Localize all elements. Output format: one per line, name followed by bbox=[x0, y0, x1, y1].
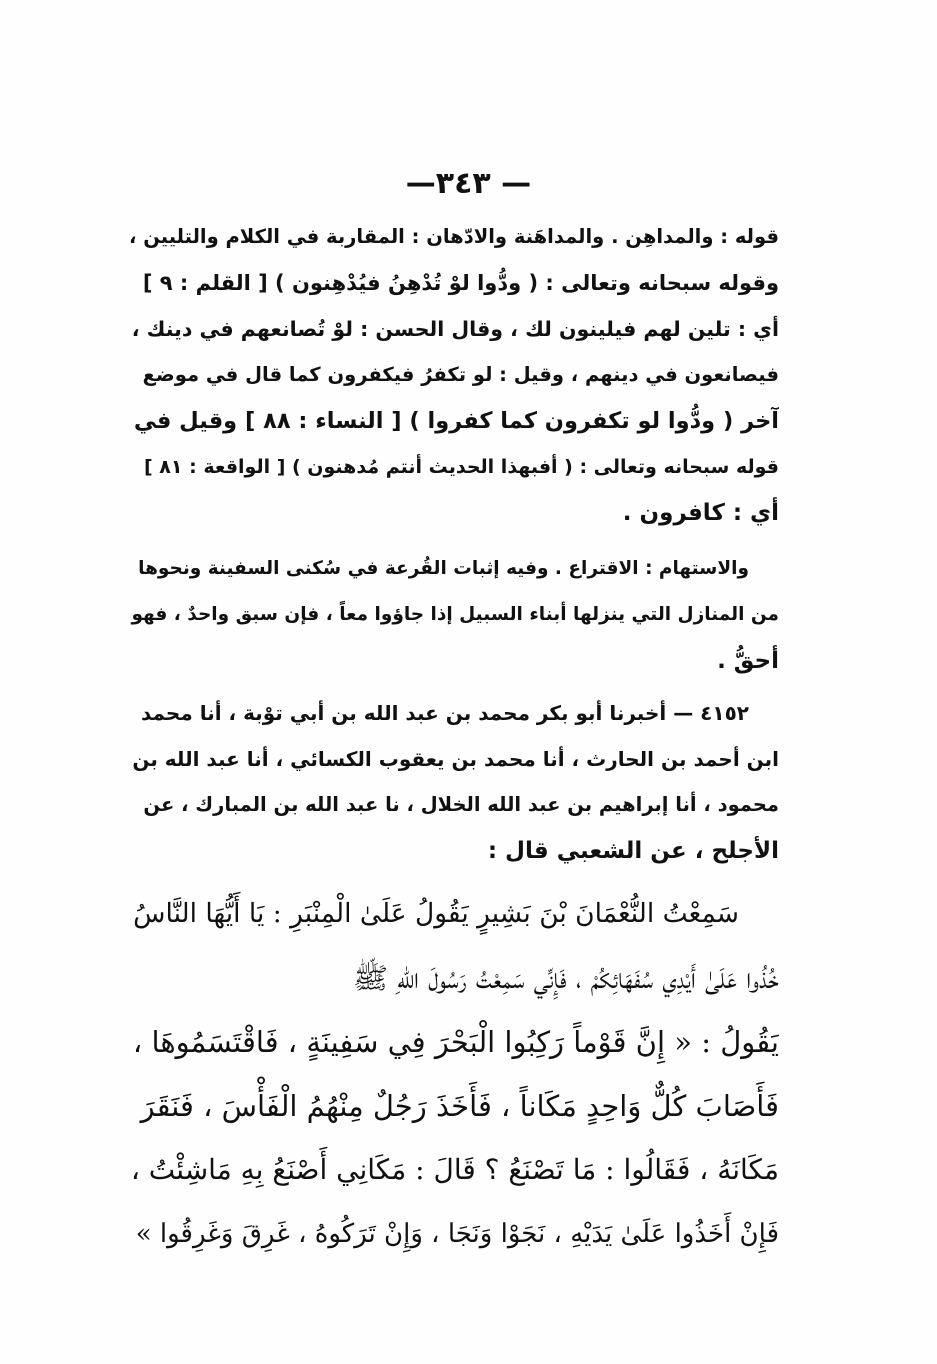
text-line: أي : كافرون . bbox=[622, 500, 779, 526]
text-line: آخر ( ودُّوا لو تكفرون كما كفروا ) [ النساء : ٨٨ ] وقيل في bbox=[133, 408, 779, 434]
definition-paragraph bbox=[129, 214, 779, 536]
text-line: خُذُوا عَلَىٰ أَيْدِي سُفَهَائِكُمْ ، فَإِنِّي سَمِعْتُ رَسُولَ اللهِ ﷺ bbox=[352, 961, 779, 995]
text-line: والاستهام : الاقتراع . وفيه إثبات القُرعة في سُكنى السفينة ونحوها bbox=[138, 558, 749, 579]
text-line: سَمِعْتُ النُّعْمَانَ بْنَ بَشِيرٍ يَقُولُ عَلَىٰ الْمِنْبَرِ : يَا أَيُّهَا النَّاسُ bbox=[133, 898, 739, 929]
text-line: ٤١٥٢ — أخبرنا أبو بكر محمد بن عبد الله بن أبي توْبة ، أنا محمد bbox=[140, 701, 749, 725]
text-line: قوله : والمداهِن . والمداهَنة والادّهان : المقاربة في الكلام والتليين ، bbox=[129, 225, 779, 248]
text-line: أحقُّ . bbox=[717, 648, 779, 674]
text-line: قوله سبحانه وتعالى : ( أفبهذا الحديث أنتم مُدهنون ) [ الواقعة : ٨١ ] bbox=[143, 456, 779, 478]
text-line: أي : تلين لهم فيلينون لك ، وقال الحسن : لوْ تُصانعهم في دينك ، bbox=[131, 317, 779, 341]
text-line: ابن أحمد بن الحارث ، أنا محمد بن يعقوب الكسائي ، أنا عبد الله بن bbox=[132, 747, 779, 771]
text-line: فيصانعون في دينهم ، وقيل : لو تكفرُ فيكفرون كما قال في موضع bbox=[142, 363, 779, 386]
text-line: فَأَصَابَ كُلٌّ وَاحِدٍ مَكَاناً ، فَأَخَذَ رَجُلٌ مِنْهُمُ الْفَأْسَ ، فَنَقَرَ bbox=[140, 1089, 779, 1123]
text-line: محمود ، أنا إبراهيم بن عبد الله الخلال ، نا عبد الله بن المبارك ، عن bbox=[143, 793, 779, 816]
text-line: يَقُولُ : « إِنَّ قَوْماً رَكِبُوا الْبَحْرَ فِي سَفِينَةٍ ، فَاقْتَسَمُوهَا ، bbox=[132, 1025, 779, 1059]
text-line: وقوله سبحانه وتعالى : ( ودُّوا لوْ تُدْهِنُ فيُدْهِنون ) [ القلم : ٩ ] bbox=[142, 271, 779, 295]
text-line: الأجلح ، عن الشعبي قال : bbox=[487, 838, 779, 864]
hadith-paragraph bbox=[129, 882, 779, 1266]
page-number: — ٣٤٣— bbox=[405, 166, 532, 201]
text-line: مَكَانَهُ ، فَقَالُوا : مَا تَصْنَعُ ؟ قَالَ : مَكَانِي أَصْنَعُ بِهِ مَاشِئْتُ ، bbox=[130, 1153, 779, 1186]
text-line: من المنازل التي ينزلها أبناء السبيل إذا جاؤوا معاً ، فإن سبق واحدٌ ، فهو bbox=[131, 604, 779, 625]
istiham-paragraph bbox=[129, 546, 779, 684]
text-line: فَإِنْ أَخَذُوا عَلَىٰ يَدَيْهِ ، نَجَوْا وَنَجَا ، وَإِنْ تَرَكُوهُ ، غَرِقَ وَغَرِقُوا » bbox=[135, 1219, 779, 1249]
isnad-paragraph bbox=[129, 690, 779, 874]
